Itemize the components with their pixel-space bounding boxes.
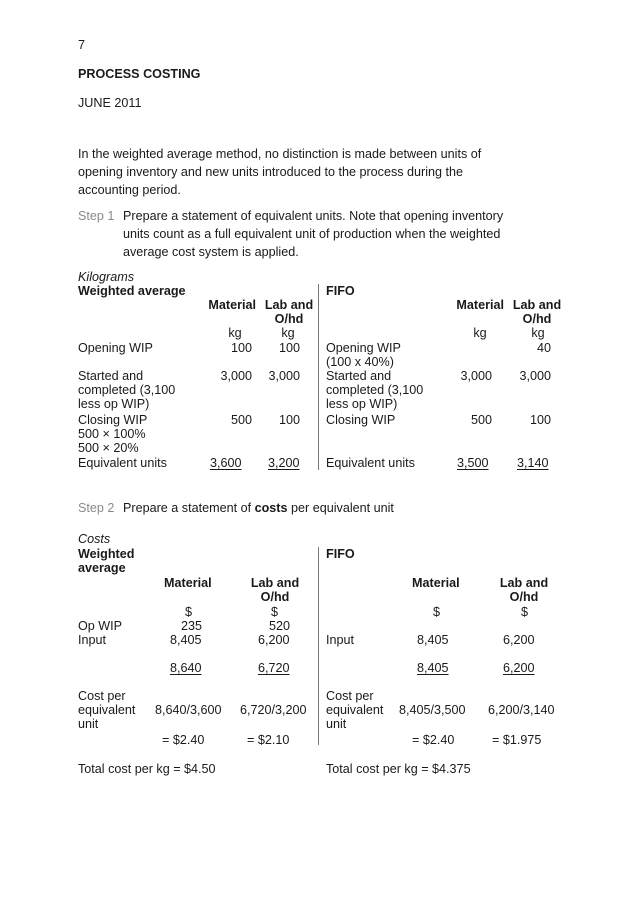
cost-fifo-material-header: Material [412, 576, 460, 590]
fifo-row-labour: 3,000 [519, 369, 551, 383]
cost-wa-cpu-labour-result: = $2.10 [247, 733, 290, 747]
cost-fifo-total-material: 8,405 [417, 661, 449, 675]
fifo-labour-unit: kg [531, 326, 545, 340]
step1-line-2: units count as a full equivalent unit of production when the weighted [123, 227, 501, 241]
cost-fifo-cpu-material-calc: 8,405/3,500 [399, 703, 466, 717]
units-caption: Kilograms [78, 270, 134, 284]
cost-fifo-cpu-label: unit [326, 717, 347, 731]
cost-wa-cpu-label: Cost per [78, 689, 126, 703]
wa-row-label: Equivalent units [78, 456, 167, 470]
wa-equiv-labour: 3,200 [268, 456, 300, 470]
step1-label: Step 1 [78, 209, 115, 223]
cost-fifo-cpu-labour-result: = $1.975 [492, 733, 542, 747]
wa-row-material: 3,000 [220, 369, 252, 383]
wa-row-label: 500 × 100% [78, 427, 146, 441]
wa-row-labour: 100 [278, 341, 300, 355]
cost-wa-input-material: 8,405 [170, 633, 202, 647]
wa-row-labour: 3,000 [268, 369, 300, 383]
cost-wa-title-2: average [78, 561, 126, 575]
cost-fifo-labour-header-1: Lab and [499, 576, 549, 590]
intro-line-3: accounting period. [78, 183, 181, 197]
fifo-material-unit: kg [473, 326, 487, 340]
step1-line-3: average cost system is applied. [123, 245, 299, 259]
fifo-material-header: Material [456, 298, 504, 312]
cost-fifo-cpu-material-result: = $2.40 [412, 733, 455, 747]
wa-labour-unit: kg [281, 326, 295, 340]
cost-wa-cpu-labour-calc: 6,720/3,200 [240, 703, 307, 717]
cost-fifo-input-label: Input [326, 633, 355, 647]
cost-fifo-cpu-label: equivalent [326, 703, 384, 717]
fifo-row-material: 500 [470, 413, 492, 427]
cost-wa-total-material: 8,640 [170, 661, 202, 675]
wa-labour-header-1: Lab and [264, 298, 314, 312]
cost-fifo-labour-header-2: O/hd [509, 590, 539, 604]
fifo-equiv-labour: 3,140 [517, 456, 549, 470]
step1-line-1: Prepare a statement of equivalent units. Note that opening inventory [123, 209, 504, 223]
units-table-divider [318, 284, 319, 470]
cost-wa-cpu-label: unit [78, 717, 99, 731]
wa-row-material: 500 [230, 413, 252, 427]
wa-row-label: completed (3,100 [78, 383, 176, 397]
wa-equiv-material: 3,600 [210, 456, 242, 470]
cost-wa-title-1: Weighted [78, 547, 135, 561]
cost-wa-cpu-label: equivalent [78, 703, 136, 717]
fifo-labour-header-1: Lab and [512, 298, 562, 312]
cost-wa-opwip-labour: 520 [268, 619, 290, 633]
cost-wa-labour-header-2: O/hd [260, 590, 290, 604]
cost-wa-cpu-material-result: = $2.40 [162, 733, 205, 747]
step2-label: Step 2 [78, 501, 115, 515]
fifo-row-label: completed (3,100 [326, 383, 424, 397]
cost-wa-opwip-label: Op WIP [78, 619, 123, 633]
cost-wa-total-labour: 6,720 [258, 661, 290, 675]
cost-wa-input-label: Input [78, 633, 107, 647]
wa-labour-header-2: O/hd [274, 312, 304, 326]
fifo-labour-header-2: O/hd [522, 312, 552, 326]
wa-material-unit: kg [228, 326, 242, 340]
fifo-equiv-material: 3,500 [457, 456, 489, 470]
fifo-title: FIFO [326, 284, 355, 298]
cost-table-divider [318, 547, 319, 745]
wa-title: Weighted average [78, 284, 186, 298]
step2-text: Prepare a statement of costs per equivalent unit [123, 501, 394, 515]
cost-fifo-labour-currency: $ [521, 605, 529, 619]
cost-fifo-input-labour: 6,200 [503, 633, 535, 647]
wa-row-label: Opening WIP [78, 341, 153, 355]
cost-fifo-material-currency: $ [433, 605, 441, 619]
cost-fifo-input-material: 8,405 [417, 633, 449, 647]
cost-wa-opwip-material: 235 [180, 619, 202, 633]
cost-wa-labour-currency: $ [271, 605, 279, 619]
fifo-row-label: Equivalent units [326, 456, 415, 470]
costs-caption: Costs [78, 532, 111, 546]
cost-fifo-cpu-labour-calc: 6,200/3,140 [488, 703, 555, 717]
fifo-row-label: Closing WIP [326, 413, 396, 427]
fifo-row-labour: 100 [529, 413, 551, 427]
cost-wa-material-currency: $ [185, 605, 193, 619]
page-heading: PROCESS COSTING [78, 67, 201, 81]
cost-fifo-title: FIFO [326, 547, 355, 561]
wa-row-label: Started and [78, 369, 144, 383]
fifo-row-label: Started and [326, 369, 392, 383]
page-number: 7 [78, 38, 86, 52]
date-label: JUNE 2011 [78, 96, 142, 110]
cost-wa-cpu-material-calc: 8,640/3,600 [155, 703, 222, 717]
fifo-row-label: less op WIP) [326, 397, 398, 411]
cost-wa-input-labour: 6,200 [258, 633, 290, 647]
cost-wa-material-header: Material [164, 576, 212, 590]
wa-row-label: less op WIP) [78, 397, 150, 411]
cost-fifo-total-cost: Total cost per kg = $4.375 [326, 762, 471, 776]
fifo-row-material: 3,000 [460, 369, 492, 383]
wa-row-material: 100 [230, 341, 252, 355]
wa-row-label: Closing WIP [78, 413, 148, 427]
fifo-row-labour: 40 [536, 341, 551, 355]
cost-fifo-total-labour: 6,200 [503, 661, 535, 675]
wa-material-header: Material [208, 298, 256, 312]
intro-line-1: In the weighted average method, no distinction is made between units of [78, 147, 482, 161]
fifo-row-label: Opening WIP [326, 341, 401, 355]
fifo-row-label: (100 x 40%) [326, 355, 394, 369]
wa-row-label: 500 × 20% [78, 441, 139, 455]
cost-fifo-cpu-label: Cost per [326, 689, 374, 703]
cost-wa-total-cost: Total cost per kg = $4.50 [78, 762, 216, 776]
intro-line-2: opening inventory and new units introduced to the process during the [78, 165, 464, 179]
cost-wa-labour-header-1: Lab and [250, 576, 300, 590]
wa-row-labour: 100 [278, 413, 300, 427]
